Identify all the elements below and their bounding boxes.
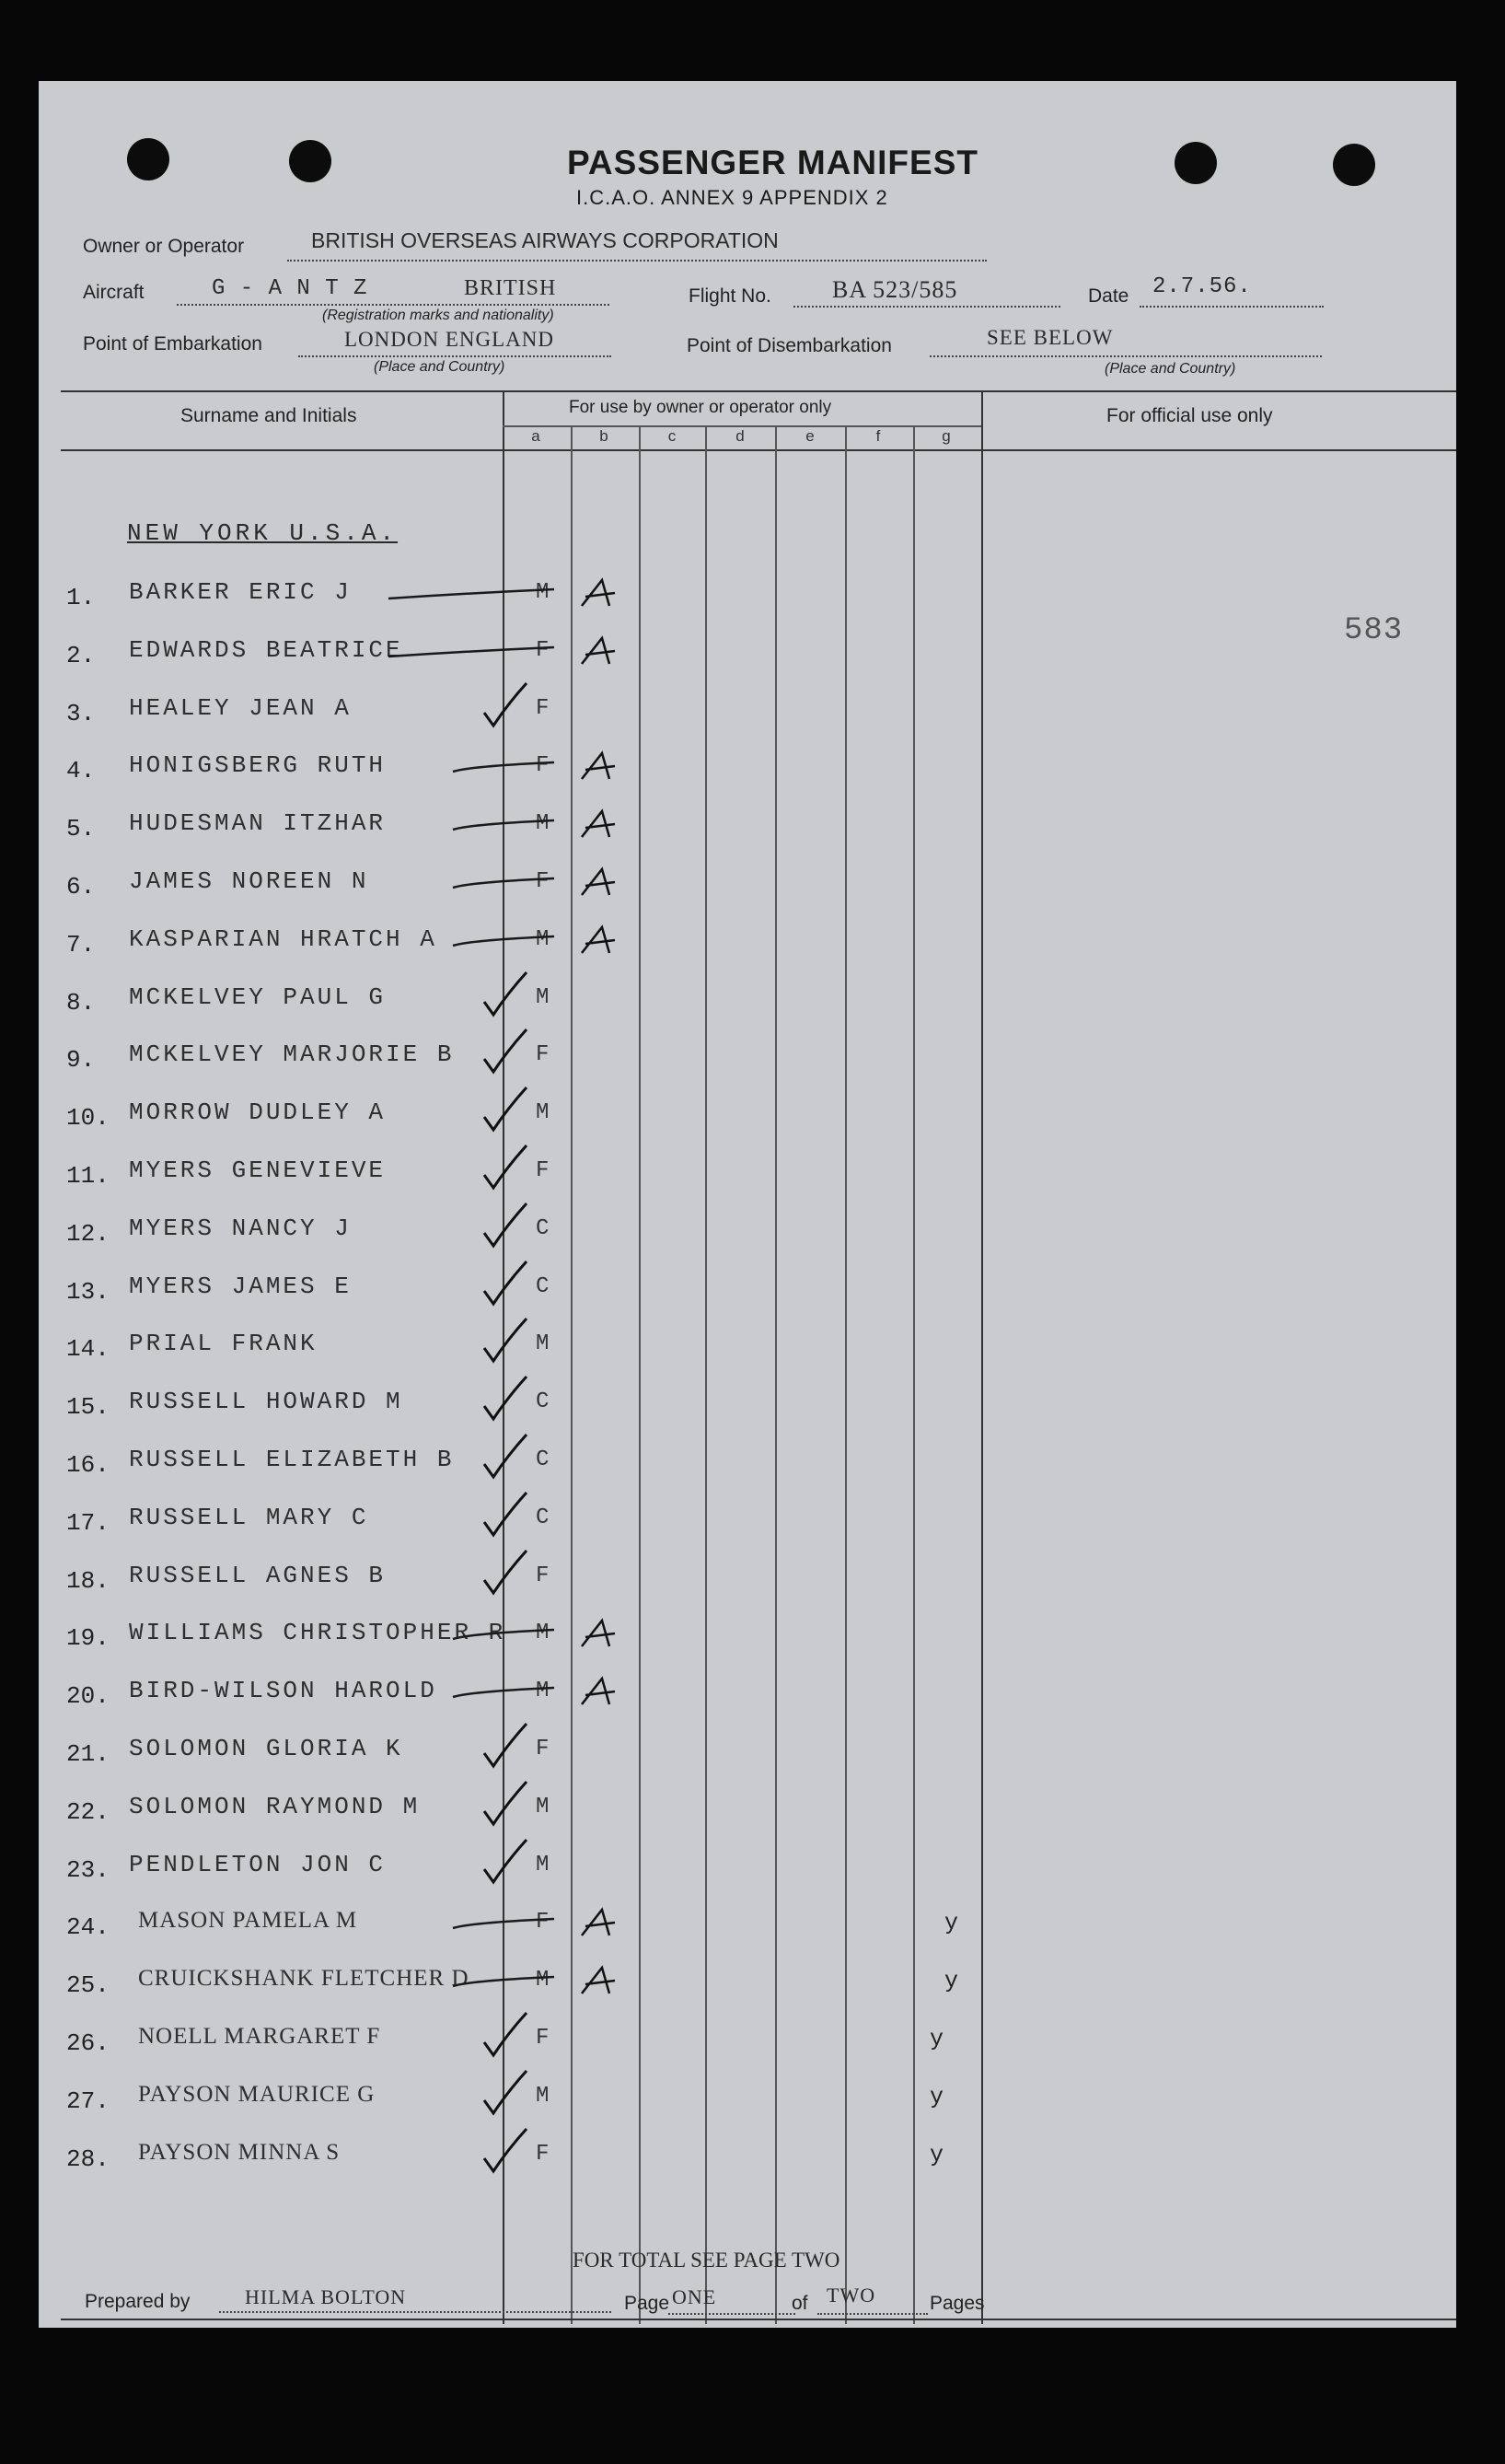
row-number: 26.: [66, 2029, 110, 2057]
passenger-name: SOLOMON RAYMOND M: [129, 1793, 421, 1820]
row-number: 19.: [66, 1624, 110, 1652]
strike-line: [453, 1688, 554, 1697]
sex-code: F: [536, 869, 550, 894]
check-mark: [484, 2129, 527, 2171]
strike-line: [453, 878, 554, 888]
row-number: 14.: [66, 1335, 110, 1363]
sex-code: F: [536, 696, 550, 721]
sex-code: F: [536, 1737, 550, 1761]
page-title: PASSENGER MANIFEST: [567, 144, 978, 181]
sex-code: F: [536, 638, 550, 663]
of-dotted-line: [817, 2313, 928, 2315]
sex-code: C: [536, 1389, 550, 1414]
strike-line: [388, 647, 554, 657]
row-number: 15.: [66, 1393, 110, 1421]
sex-code: C: [536, 1505, 550, 1530]
column-g-mark: y: [944, 1910, 959, 1936]
column-g-mark: y: [930, 2084, 944, 2110]
check-mark: [484, 972, 527, 1015]
check-mark: [484, 1087, 527, 1130]
row-number: 12.: [66, 1220, 110, 1248]
check-mark: [484, 1840, 527, 1882]
passenger-name: HUDESMAN ITZHAR: [129, 809, 387, 837]
row-number: 21.: [66, 1740, 110, 1768]
page-label: Page: [624, 2293, 670, 2314]
passenger-name: PAYSON MAURICE G: [138, 2082, 376, 2107]
strike-line: [453, 1630, 554, 1639]
row-number: 4.: [66, 757, 96, 785]
subcol-g: g: [942, 427, 951, 445]
handwritten-a-mark: [582, 1679, 615, 1704]
subcol-e: e: [805, 427, 815, 445]
check-mark: [484, 1203, 527, 1246]
sex-code: M: [536, 2084, 550, 2109]
passenger-name: PRIAL FRANK: [129, 1330, 318, 1357]
sex-code: C: [536, 1447, 550, 1472]
row-number: 28.: [66, 2145, 110, 2173]
aircraft-label: Aircraft: [83, 282, 145, 303]
handwritten-a-mark: [582, 869, 615, 895]
strike-line: [453, 762, 554, 772]
row-number: 23.: [66, 1856, 110, 1884]
passenger-name: MORROW DUDLEY A: [129, 1098, 387, 1126]
sex-code: M: [536, 811, 550, 836]
aircraft-registration: G - A N T Z: [212, 276, 368, 301]
column-g-mark: y: [930, 2142, 944, 2168]
sex-code: M: [536, 1621, 550, 1645]
row-number: 18.: [66, 1567, 110, 1595]
passenger-name: EDWARDS BEATRICE: [129, 636, 403, 664]
aircraft-note: (Registration marks and nationality): [322, 308, 554, 323]
passenger-name: MYERS JAMES E: [129, 1273, 352, 1300]
row-number: 13.: [66, 1278, 110, 1306]
check-mark: [484, 1782, 527, 1824]
row-number: 1.: [66, 584, 96, 611]
passenger-name: RUSSELL AGNES B: [129, 1562, 387, 1589]
strike-line: [453, 1977, 554, 1986]
passenger-name: WILLIAMS CHRISTOPHER R: [129, 1619, 506, 1646]
row-number: 24.: [66, 1913, 110, 1941]
sex-code: F: [536, 1042, 550, 1067]
handwritten-a-mark: [582, 580, 615, 606]
passenger-name: MYERS NANCY J: [129, 1215, 352, 1242]
date-value: 2.7.56.: [1152, 274, 1252, 299]
row-number: 20.: [66, 1682, 110, 1710]
check-mark: [484, 1261, 527, 1304]
passenger-name: MYERS GENEVIEVE: [129, 1156, 387, 1184]
column-g-mark: y: [930, 2026, 944, 2052]
subcol-f: f: [875, 427, 881, 445]
check-mark: [484, 1319, 527, 1361]
sex-code: M: [536, 1100, 550, 1125]
sex-code: M: [536, 1968, 550, 1993]
passenger-name: NOELL MARGARET F: [138, 2024, 381, 2049]
embark-label: Point of Embarkation: [83, 333, 262, 354]
passenger-name: RUSSELL HOWARD M: [129, 1388, 403, 1415]
sex-code: F: [536, 753, 550, 778]
sex-code: M: [536, 1795, 550, 1819]
strike-line: [453, 820, 554, 830]
passenger-name: MCKELVEY MARJORIE B: [129, 1040, 455, 1068]
passenger-name: RUSSELL MARY C: [129, 1504, 369, 1531]
disembark-label: Point of Disembarkation: [687, 335, 892, 356]
sex-code: C: [536, 1274, 550, 1299]
passenger-name: RUSSELL ELIZABETH B: [129, 1446, 455, 1473]
sex-code: C: [536, 1216, 550, 1241]
sex-code: F: [536, 1910, 550, 1935]
row-number: 8.: [66, 989, 96, 1017]
subcol-a: a: [531, 427, 540, 445]
handwritten-marks: [39, 81, 1456, 2328]
date-label: Date: [1088, 285, 1129, 307]
check-mark: [484, 683, 527, 726]
passenger-name: HONIGSBERG RUTH: [129, 751, 387, 779]
strike-line: [453, 1919, 554, 1928]
check-mark: [484, 1724, 527, 1766]
strike-line: [453, 936, 554, 946]
page-subtitle: I.C.A.O. ANNEX 9 APPENDIX 2: [576, 186, 888, 209]
sex-code: F: [536, 2026, 550, 2051]
row-number: 25.: [66, 1971, 110, 1999]
sex-code: M: [536, 1853, 550, 1877]
handwritten-a-mark: [582, 927, 615, 953]
handwritten-a-mark: [582, 811, 615, 837]
row-number: 10.: [66, 1104, 110, 1132]
passenger-name: BIRD-WILSON HAROLD: [129, 1677, 437, 1704]
passenger-name: PAYSON MINNA S: [138, 2140, 341, 2165]
passenger-name: CRUICKSHANK FLETCHER D: [138, 1966, 469, 1991]
row-number: 17.: [66, 1509, 110, 1537]
disembark-note: (Place and Country): [1105, 361, 1236, 377]
official-column-header: For official use only: [1106, 405, 1273, 426]
owner-label: Owner or Operator: [83, 236, 245, 257]
subcol-c: c: [667, 427, 677, 445]
passenger-name: KASPARIAN HRATCH A: [129, 925, 437, 953]
handwritten-a-mark: [582, 1910, 615, 1935]
check-mark: [484, 1435, 527, 1477]
handwritten-a-mark: [582, 638, 615, 664]
passenger-name: HEALEY JEAN A: [129, 694, 352, 722]
check-mark: [484, 1029, 527, 1072]
row-number: 16.: [66, 1451, 110, 1479]
row-number: 7.: [66, 931, 96, 959]
row-number: 5.: [66, 815, 96, 843]
page-dotted-line: [668, 2313, 795, 2315]
prepared-by-label: Prepared by: [85, 2291, 191, 2312]
sex-code: M: [536, 1331, 550, 1356]
total-note: FOR TOTAL SEE PAGE TWO: [573, 2249, 840, 2272]
handwritten-a-mark: [582, 1968, 615, 1993]
passenger-name: MCKELVEY PAUL G: [129, 983, 387, 1011]
disembark-value: SEE BELOW: [987, 326, 1114, 349]
sex-code: F: [536, 2142, 550, 2167]
prepared-by-value: HILMA BOLTON: [245, 2285, 407, 2308]
handwritten-a-mark: [582, 753, 615, 779]
handwritten-a-mark: [582, 1621, 615, 1646]
strike-line: [388, 589, 554, 599]
check-mark: [484, 1377, 527, 1419]
embark-value: LONDON ENGLAND: [344, 328, 554, 351]
sex-code: F: [536, 1563, 550, 1588]
check-mark: [484, 1493, 527, 1535]
prepared-dotted-line: [219, 2311, 611, 2313]
of-value: TWO: [827, 2284, 876, 2307]
of-label: of: [792, 2293, 808, 2314]
owner-value: BRITISH OVERSEAS AIRWAYS CORPORATION: [311, 228, 779, 252]
subcol-b: b: [599, 427, 608, 445]
flight-label: Flight No.: [689, 285, 771, 307]
row-number: 6.: [66, 873, 96, 901]
passenger-name: BARKER ERIC J: [129, 578, 352, 606]
sex-code: M: [536, 1679, 550, 1703]
embark-note: (Place and Country): [374, 359, 505, 375]
row-number: 3.: [66, 700, 96, 727]
destination-section-heading: NEW YORK U.S.A.: [127, 519, 399, 547]
official-note: 583: [1344, 613, 1404, 648]
passenger-name: SOLOMON GLORIA K: [129, 1735, 403, 1762]
sex-code: F: [536, 1158, 550, 1183]
check-mark: [484, 1551, 527, 1593]
row-number: 11.: [66, 1162, 110, 1190]
row-number: 2.: [66, 642, 96, 669]
check-mark: [484, 2013, 527, 2055]
aircraft-nationality: BRITISH: [464, 276, 557, 300]
owner-column-header: For use by owner or operator only: [569, 398, 832, 417]
sex-code: M: [536, 985, 550, 1010]
subcol-d: d: [735, 427, 745, 445]
passenger-name: MASON PAMELA M: [138, 1908, 358, 1933]
passenger-name: PENDLETON JON C: [129, 1851, 387, 1878]
check-mark: [484, 1145, 527, 1188]
manifest-sheet: [39, 81, 1456, 2328]
row-number: 22.: [66, 1798, 110, 1826]
row-number: 27.: [66, 2087, 110, 2115]
surname-column-header: Surname and Initials: [180, 405, 357, 426]
row-number: 9.: [66, 1046, 96, 1074]
sex-code: M: [536, 580, 550, 605]
sex-code: M: [536, 927, 550, 952]
page-value: ONE: [672, 2285, 717, 2308]
passenger-name: JAMES NOREEN N: [129, 867, 369, 895]
flight-number: BA 523/585: [832, 276, 958, 303]
check-mark: [484, 2071, 527, 2113]
pages-label: Pages: [930, 2293, 985, 2314]
column-g-mark: y: [944, 1968, 959, 1994]
